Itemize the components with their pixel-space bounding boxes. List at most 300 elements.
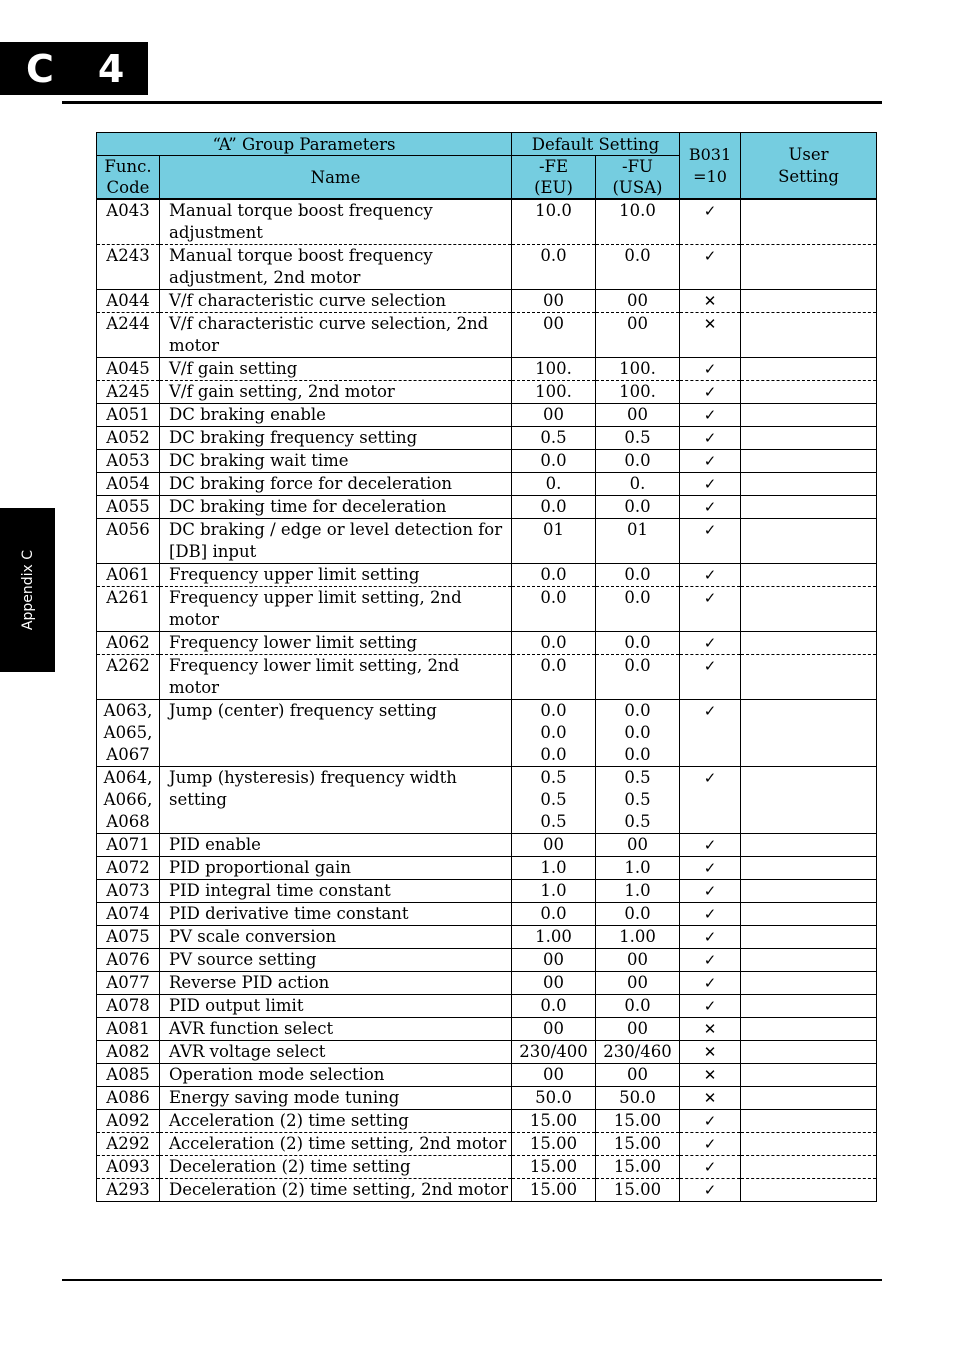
check-icon: ✓ [703,1135,717,1153]
default-fe-text: 1.0 [540,858,567,877]
func-code [97,404,160,427]
table-row [97,700,877,767]
default-fe-text: 0.5 [540,428,567,447]
default-fe-text: 0.0 [540,656,567,675]
func-code [97,926,160,949]
default-fe [512,857,596,880]
func-code-text: A075 [106,927,150,946]
check-icon: ✓ [703,769,717,787]
parameter-name [160,1110,512,1133]
default-fe [512,427,596,450]
func-code-text: A262 [106,656,150,675]
check-icon: ✓ [703,634,717,652]
b031-mark [680,313,741,358]
b031-mark [680,1110,741,1133]
table-row [97,290,877,313]
func-code-text: A243 [106,246,150,265]
func-code [97,700,160,767]
default-fe-text: 00 [543,950,564,969]
cross-icon: ✕ [703,1020,717,1038]
func-code-text: A082 [106,1042,150,1061]
func-code-text: A244 [106,314,150,333]
parameter-name-text: V/f gain setting [169,359,298,378]
cross-icon: ✕ [703,1066,717,1084]
default-fu-text: 0.0 [624,633,651,652]
default-fe [512,358,596,381]
parameter-name-text: Deceleration (2) time setting, 2nd motor [169,1180,509,1199]
default-fu [596,427,680,450]
default-fe-text: 00 [543,1065,564,1084]
parameter-name-text: Operation mode selection [169,1065,385,1084]
func-code-text: A261 [106,588,150,607]
default-fe-text: 00 [543,1019,564,1038]
parameter-name-text: DC braking / edge or level detection for [DB] input [169,520,503,561]
table-row [97,587,877,632]
func-code [97,632,160,655]
default-fu-text: 1.00 [619,927,656,946]
default-fe [512,519,596,564]
b031-mark [680,381,741,404]
default-fe-text: 0.5 [540,768,567,787]
parameter-name [160,564,512,587]
func-code [97,1133,160,1156]
user-setting-cell [741,587,877,632]
default-fe-text: 0.0 [540,996,567,1015]
default-fe-text: 00 [543,973,564,992]
default-fe [512,1110,596,1133]
b031-mark [680,427,741,450]
func-code-text: A068 [106,812,150,831]
default-fu-text: 15.00 [613,1180,662,1199]
default-fe [512,834,596,857]
default-fe-text: 15.00 [529,1134,578,1153]
user-setting-header [741,133,877,200]
default-fu [596,358,680,381]
func-code-text: A064, [103,768,153,787]
default-fu-text: 0.0 [624,656,651,675]
check-icon: ✓ [703,406,717,424]
table-row [97,199,877,245]
b031-mark [680,450,741,473]
default-fe-text: 15.00 [529,1111,578,1130]
b031-mark [680,1064,741,1087]
default-fu [596,245,680,290]
default-fe [512,655,596,700]
table-row [97,313,877,358]
func-code-text: A292 [106,1134,150,1153]
func-code-header [97,156,160,200]
appendix-side-tab [0,508,55,672]
user-setting-cell [741,995,877,1018]
default-fu-text: 01 [627,520,648,539]
b031-mark [680,903,741,926]
func-code [97,655,160,700]
parameter-name-text: PID output limit [169,996,304,1015]
parameter-name [160,381,512,404]
b031-mark [680,949,741,972]
default-fe [512,926,596,949]
default-fe-text: 230/400 [519,1042,588,1061]
user-setting-cell [741,1156,877,1179]
b031-mark [680,1133,741,1156]
table-row [97,450,877,473]
b031-mark [680,632,741,655]
user-setting-cell [741,199,877,245]
check-icon: ✓ [703,928,717,946]
default-fe-text: 15.00 [529,1157,578,1176]
table-row [97,1110,877,1133]
check-icon: ✓ [703,905,717,923]
default-fu [596,1179,680,1202]
default-fe-text: 0.0 [540,497,567,516]
table-row [97,632,877,655]
b031-mark [680,358,741,381]
parameter-name [160,496,512,519]
default-fe [512,473,596,496]
default-fu-text: 0.0 [624,904,651,923]
table-row [97,926,877,949]
default-fu-text: 230/460 [603,1042,672,1061]
default-fu-text: 10.0 [619,201,656,220]
default-fu-text: 0.0 [624,565,651,584]
parameter-name [160,1087,512,1110]
user-setting-cell [741,1064,877,1087]
user-setting-cell [741,313,877,358]
page-number: 4 [97,46,125,91]
user-setting-cell [741,972,877,995]
check-icon: ✓ [703,1158,717,1176]
fu-header [596,156,680,200]
default-fu-text: 15.00 [613,1134,662,1153]
default-fe [512,1018,596,1041]
default-fu [596,1110,680,1133]
default-fe-text: 100. [535,359,572,378]
b031-mark [680,564,741,587]
default-fe [512,381,596,404]
default-fu [596,903,680,926]
table-row [97,381,877,404]
user-setting-cell [741,450,877,473]
parameter-name-text: V/f gain setting, 2nd motor [169,382,395,401]
check-icon: ✓ [703,247,717,265]
table-row [97,880,877,903]
default-fu [596,404,680,427]
parameter-name [160,926,512,949]
default-fu [596,564,680,587]
user-setting-cell [741,834,877,857]
b031-mark [680,767,741,834]
table-row [97,1179,877,1202]
func-code-text: A293 [106,1180,150,1199]
table-row [97,404,877,427]
cross-icon: ✕ [703,1043,717,1061]
b031-header-text: B031 =10 [688,144,732,186]
parameter-name-text: Acceleration (2) time setting [169,1111,409,1130]
check-icon: ✓ [703,383,717,401]
b031-mark [680,404,741,427]
default-fe [512,1133,596,1156]
parameter-name-text: Jump (center) frequency setting [169,701,437,720]
parameter-name [160,1133,512,1156]
func-code [97,473,160,496]
check-icon: ✓ [703,997,717,1015]
check-icon: ✓ [703,702,717,720]
parameter-name [160,519,512,564]
func-code [97,245,160,290]
user-setting-cell [741,1087,877,1110]
func-code-text: A053 [106,451,150,470]
table-row [97,949,877,972]
func-code-text: A052 [106,428,150,447]
parameter-name-text: Frequency upper limit setting [169,565,420,584]
user-setting-cell [741,1179,877,1202]
check-icon: ✓ [703,951,717,969]
b031-mark [680,496,741,519]
default-fe-text: 0.0 [540,701,567,720]
func-code-text: A044 [106,291,150,310]
user-setting-cell [741,632,877,655]
func-code [97,834,160,857]
table-row [97,358,877,381]
parameter-name [160,1018,512,1041]
parameter-name-text: AVR voltage select [169,1042,326,1061]
default-fu [596,199,680,245]
func-code-text: A076 [106,950,150,969]
default-fe [512,972,596,995]
check-icon: ✓ [703,657,717,675]
parameter-name [160,700,512,767]
parameter-name-text: DC braking enable [169,405,326,424]
cross-icon: ✕ [703,1089,717,1107]
cross-icon: ✕ [703,292,717,310]
table-row [97,767,877,834]
b031-mark [680,1041,741,1064]
default-fe-text: 0.0 [540,723,567,742]
chapter-letter: C [26,46,54,91]
user-setting-cell [741,1110,877,1133]
b031-mark [680,473,741,496]
default-fu-text: 00 [627,314,648,333]
func-code [97,1041,160,1064]
func-code-text: A062 [106,633,150,652]
func-code [97,1110,160,1133]
user-setting-cell [741,381,877,404]
default-fe [512,1087,596,1110]
default-fu-text: 0.5 [624,768,651,787]
default-fu-text: 00 [627,950,648,969]
parameter-name [160,245,512,290]
check-icon: ✓ [703,498,717,516]
chapter-tab [0,42,148,95]
func-code [97,857,160,880]
default-fu-text: 0.0 [624,996,651,1015]
func-code-text: A056 [106,520,150,539]
user-setting-cell [741,290,877,313]
user-setting-cell [741,700,877,767]
check-icon: ✓ [703,836,717,854]
default-fu [596,767,680,834]
parameter-name [160,290,512,313]
default-fe [512,450,596,473]
func-code-text: A043 [106,201,150,220]
default-fe-text: 0.5 [540,790,567,809]
default-fe-text: 10.0 [535,201,572,220]
default-fu [596,313,680,358]
parameter-name [160,1041,512,1064]
default-setting-header: Default Setting [512,133,680,156]
func-code-text: A045 [106,359,150,378]
default-fu [596,655,680,700]
func-code-text: A077 [106,973,150,992]
user-setting-cell [741,926,877,949]
default-fu-text: 0.5 [624,428,651,447]
table-row [97,903,877,926]
parameter-name-text: Frequency lower limit setting [169,633,418,652]
parameter-name [160,358,512,381]
table-row [97,473,877,496]
b031-mark [680,1156,741,1179]
func-code [97,313,160,358]
parameter-name-text: PID derivative time constant [169,904,409,923]
b031-mark [680,290,741,313]
func-code [97,767,160,834]
b031-mark [680,1018,741,1041]
default-fe-text: 00 [543,835,564,854]
parameter-name [160,313,512,358]
table-row [97,245,877,290]
default-fu-text: 0.0 [624,745,651,764]
func-code-text: A085 [106,1065,150,1084]
func-code [97,1156,160,1179]
default-fe [512,1156,596,1179]
default-fe-text: 00 [543,314,564,333]
default-fu [596,496,680,519]
b031-mark [680,1087,741,1110]
default-fe [512,1064,596,1087]
fe-header-text: -FE (EU) [534,157,573,197]
fe-header [512,156,596,200]
parameter-name-text: Frequency upper limit setting, 2nd motor [169,588,462,629]
check-icon: ✓ [703,202,717,220]
default-fu [596,995,680,1018]
user-setting-header-text: User Setting [778,144,839,186]
b031-mark [680,199,741,245]
parameter-name-text: DC braking wait time [169,451,349,470]
name-header: Name [160,156,512,200]
parameter-name-text: DC braking frequency setting [169,428,418,447]
default-fu-text: 15.00 [613,1111,662,1130]
default-fu [596,290,680,313]
table-row [97,1018,877,1041]
parameter-name-text: V/f characteristic curve selection [169,291,446,310]
parameter-name [160,995,512,1018]
user-setting-cell [741,496,877,519]
user-setting-cell [741,427,877,450]
default-fu [596,972,680,995]
default-fu-text: 00 [627,291,648,310]
parameter-rows [97,199,877,1202]
func-code-text: A092 [106,1111,150,1130]
parameter-name-text: PID enable [169,835,261,854]
check-icon: ✓ [703,1112,717,1130]
parameter-name [160,404,512,427]
default-fu-text: 0.0 [624,723,651,742]
b031-header [680,133,741,200]
func-code-text: A061 [106,565,150,584]
func-code [97,995,160,1018]
default-fe-text: 1.0 [540,881,567,900]
func-code [97,427,160,450]
func-code-text: A063, [103,701,153,720]
func-code-header-text: Func. Code [104,157,152,197]
default-fu [596,1156,680,1179]
default-fe-text: 15.00 [529,1180,578,1199]
parameter-name [160,199,512,245]
user-setting-cell [741,358,877,381]
check-icon: ✓ [703,452,717,470]
default-fu [596,834,680,857]
table-row [97,496,877,519]
func-code [97,1064,160,1087]
default-fe [512,199,596,245]
user-setting-cell [741,880,877,903]
parameter-name-text: Jump (hysteresis) frequency width setting [169,768,457,809]
parameter-name [160,949,512,972]
func-code [97,1087,160,1110]
default-fu-text: 100. [619,359,656,378]
default-fu-text: 15.00 [613,1157,662,1176]
default-fu [596,450,680,473]
default-fu [596,381,680,404]
parameter-name-text: PID integral time constant [169,881,391,900]
func-code [97,290,160,313]
default-fu-text: 00 [627,973,648,992]
default-fe-text: 0.0 [540,904,567,923]
default-fu [596,473,680,496]
func-code-text: A067 [106,745,150,764]
default-fu-text: 1.0 [624,858,651,877]
default-fu-text: 0.5 [624,812,651,831]
func-code [97,880,160,903]
func-code [97,358,160,381]
default-fu [596,1133,680,1156]
default-fu [596,1087,680,1110]
func-code-text: A072 [106,858,150,877]
default-fu-text: 0.0 [624,497,651,516]
default-fu-text: 50.0 [619,1088,656,1107]
b031-mark [680,519,741,564]
parameter-name-text: V/f characteristic curve selection, 2nd motor [169,314,489,355]
default-fe [512,245,596,290]
user-setting-cell [741,949,877,972]
func-code [97,199,160,245]
parameter-name [160,857,512,880]
func-code [97,903,160,926]
user-setting-cell [741,767,877,834]
parameter-name-text: AVR function select [169,1019,334,1038]
default-fu [596,1041,680,1064]
table-row [97,427,877,450]
default-fe [512,587,596,632]
check-icon: ✓ [703,882,717,900]
parameter-name-text: DC braking force for deceleration [169,474,453,493]
default-fe [512,313,596,358]
default-fu-text: 0.0 [624,588,651,607]
default-fe [512,496,596,519]
parameter-name-text: Acceleration (2) time setting, 2nd motor [169,1134,507,1153]
default-fe-text: 0.0 [540,246,567,265]
func-code [97,1179,160,1202]
